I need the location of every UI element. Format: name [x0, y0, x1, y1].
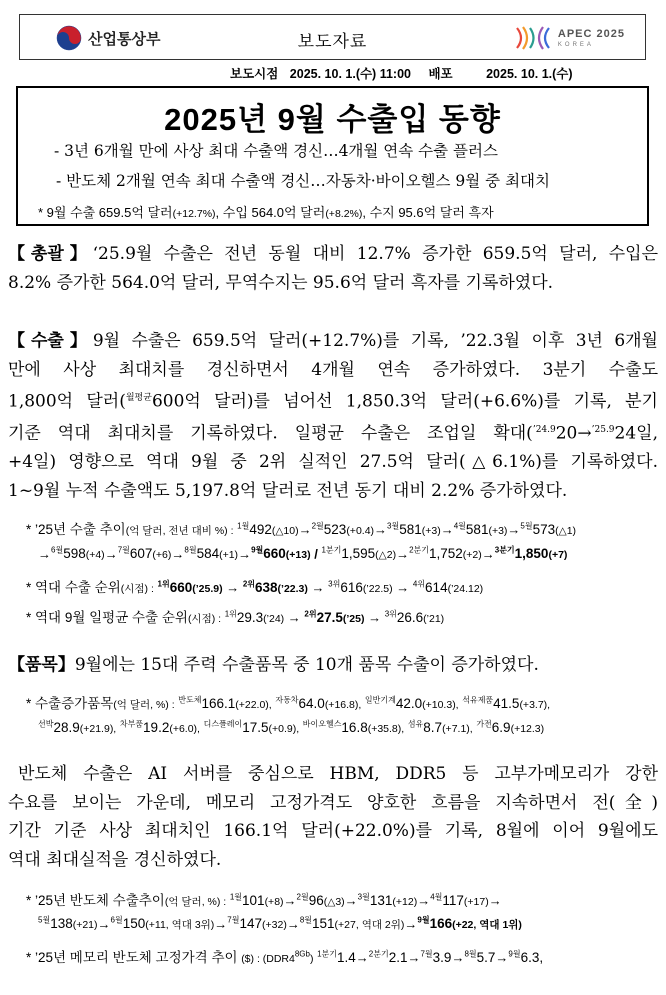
value-note: (’25) — [342, 613, 365, 625]
value-label: 3월 — [357, 892, 370, 902]
value-number: 131 — [369, 893, 393, 908]
release-info — [230, 64, 581, 82]
value-number: 6.9 — [491, 720, 511, 736]
value-label: 2분기 — [409, 546, 429, 555]
value-item — [184, 546, 238, 561]
value-note: (+7) — [548, 549, 568, 562]
bullet-label: * ’25년 반도체 수출추이 — [26, 893, 165, 908]
semi-trend-bullet-line2 — [38, 915, 522, 932]
arrow-icon: → — [344, 893, 358, 908]
semi-line: 반도체 수출은 AI 서버를 중심으로 HBM, DDR5 등 고부가메모리가 강한 — [18, 764, 658, 784]
value-note: (’24.12) — [447, 583, 484, 595]
headline-summary — [38, 202, 494, 221]
apec-subtitle: KOREA — [557, 41, 594, 48]
arrow-icon: → — [440, 522, 454, 537]
items-paragraph — [8, 651, 658, 680]
items-tag: 【품목】 — [8, 655, 75, 674]
value-label: 3월 — [387, 521, 400, 531]
value-item — [38, 916, 98, 931]
value-label: 3분기 — [494, 546, 515, 555]
export-rank-bullet — [26, 576, 483, 596]
bullet-label: * 역대 수출 순위 — [26, 580, 121, 595]
value-item — [120, 720, 200, 735]
apec-logo — [513, 24, 625, 52]
arrow-icon: → — [488, 893, 502, 908]
bullet-label: * ’25년 수출 추이 — [26, 522, 126, 537]
document-header — [19, 14, 646, 60]
value-label: 선박 — [38, 720, 54, 729]
value-number: 660 — [263, 546, 286, 562]
value-number: 117 — [442, 893, 464, 908]
value-number: 523 — [323, 522, 347, 537]
value-item — [369, 950, 408, 965]
value-note: (△1) — [555, 525, 577, 537]
value-item — [520, 522, 576, 537]
value-label: 7월 — [420, 949, 433, 959]
value-item — [300, 916, 405, 931]
value-note: (+1) — [219, 549, 239, 562]
value-label: 2분기 — [368, 949, 389, 959]
semi-trend-bullet — [26, 889, 502, 909]
value-note: (+0.9), — [268, 723, 300, 736]
value-number: 1.4 — [337, 950, 356, 965]
value-note: (+3) — [421, 525, 441, 537]
value-note: (+12.3) — [510, 723, 545, 736]
value-item — [454, 522, 508, 537]
arrow-icon: → — [451, 950, 465, 965]
value-item — [409, 546, 482, 561]
subtitle-2: - 반도체 2개월 연속 최대 수출액 경신…자동차·바이오헬스 9월 중 최대치 — [56, 172, 551, 190]
arrow-icon: → — [238, 546, 252, 562]
export-line: +4일) 영향으로 역대 9월 중 2위 실적인 27.5억 달러(△6.1%)를 기록하였다. — [8, 452, 658, 473]
value-item — [495, 546, 568, 561]
apec-title: APEC 2025 — [557, 27, 625, 40]
headline-box — [16, 86, 649, 226]
value-number: 41.5 — [493, 696, 520, 711]
value-note: (+6.0), — [169, 723, 200, 736]
value-number: 16.8 — [341, 720, 368, 736]
value-note: (+35.8), — [367, 723, 405, 736]
value-item — [321, 546, 396, 561]
value-item — [158, 580, 223, 595]
export-daily-bullet — [26, 606, 444, 626]
value-note: (’25.9) — [192, 583, 223, 595]
value-number: 573 — [532, 522, 556, 537]
value-note: (+13) — [285, 549, 311, 562]
value-label: 디스플레이 — [203, 720, 243, 729]
value-note: (+10.3), — [422, 699, 459, 711]
summary-paragraph — [8, 240, 658, 297]
value-label: 7월 — [227, 916, 240, 925]
value-number: 29.3 — [236, 610, 264, 625]
value-number: 607 — [129, 546, 153, 562]
arrow-icon: → — [171, 546, 185, 562]
value-item — [118, 546, 172, 561]
value-note: (+22, 역대 1위) — [452, 919, 522, 932]
value-label: 9월 — [417, 916, 430, 925]
value-label: 1분기 — [321, 546, 342, 555]
items-line: 9월에는 15대 주력 수출품목 중 10개 품목 수출이 증가하였다. — [74, 655, 539, 675]
value-label: 3위 — [328, 579, 341, 589]
arrow-icon: → — [298, 522, 312, 537]
value-label: 5월 — [38, 916, 51, 925]
arrow-icon: → — [286, 916, 300, 932]
value-number: 28.9 — [53, 720, 80, 736]
subtitle-1: - 3년 6개월 만에 사상 최대 수출액 경신…4개월 연속 수출 플러스 — [54, 142, 498, 160]
value-item — [476, 720, 544, 735]
memory-price-bullet — [26, 946, 543, 966]
value-item — [430, 893, 489, 908]
value-number: 8.7 — [423, 720, 443, 736]
value-note: (+0.4) — [346, 525, 375, 537]
arrow-icon: → — [417, 893, 431, 908]
value-number: 19.2 — [143, 720, 170, 736]
arrow-icon: → — [364, 610, 385, 625]
value-number: 2.1 — [388, 950, 408, 965]
value-number: 17.5 — [242, 720, 269, 736]
value-label: 차부품 — [119, 720, 144, 729]
value-label: 2위 — [242, 579, 256, 589]
export-line: 20→ — [555, 423, 592, 444]
value-number: 166.1 — [201, 696, 236, 711]
value-number: 660 — [169, 580, 193, 595]
value-label: 4월 — [430, 892, 443, 902]
value-number: 166 — [429, 916, 453, 932]
value-number: 581 — [465, 522, 489, 537]
distribution-date: 2025. 10. 1.(수) — [486, 67, 573, 81]
items-bullet — [26, 692, 550, 712]
value-item — [312, 522, 374, 537]
value-label: 바이오헬스 — [302, 720, 342, 729]
export-trend-bullet-line2: →$^{6월}$598(+4)→$^{7월}$607(+6)→$^{8월}$584(+1)→$^{9월}$660(+13) / $^{1분기}$1,595(△2)→$^{2분기}$1,752(+2)→$^{3분기}$1,850(+7) — [38, 546, 568, 562]
value-label: 8월 — [464, 949, 477, 959]
value-label: 8월 — [184, 546, 197, 555]
value-number: 1,850 — [514, 546, 549, 562]
value-item — [358, 893, 418, 908]
summary-tag: 【총괄】 — [8, 244, 93, 263]
arrow-icon: → — [374, 522, 388, 537]
arrow-icon: → — [507, 522, 521, 537]
value-item — [304, 610, 364, 625]
value-item — [417, 916, 522, 931]
value-label: 반도체 — [178, 695, 202, 705]
summary-line: ‘25.9월 수출은 전년 동월 대비 12.7% 증가한 659.5억 달러, 수입은 — [92, 244, 658, 264]
bullet-label: * 역대 9월 일평균 수출 순위 — [26, 610, 188, 625]
value-label: 4위 — [412, 579, 426, 589]
value-label: 1월 — [237, 521, 250, 531]
value-note: (’21) — [423, 613, 445, 625]
value-note: (+6) — [152, 549, 172, 562]
value-note: (+21.9), — [79, 723, 117, 736]
value-item — [387, 522, 441, 537]
value-note: (+2) — [462, 549, 482, 562]
value-label: 1월 — [229, 892, 243, 902]
value-label: 1위 — [157, 579, 170, 589]
value-item — [111, 916, 215, 931]
value-item — [230, 893, 284, 908]
value-number: 584 — [196, 546, 220, 562]
value-label: 1분기 — [317, 949, 338, 959]
value-label: 2위 — [304, 609, 317, 619]
bullet-unit: (시점) : — [120, 583, 154, 595]
value-label: 일반기계 — [364, 695, 396, 705]
value-label: 2월 — [311, 521, 324, 531]
value-number: 26.6 — [396, 610, 424, 625]
value-label: 6월 — [110, 916, 123, 925]
value-number: 138 — [50, 916, 73, 932]
value-label: 5월 — [520, 521, 533, 531]
value-note: (+21) — [72, 919, 98, 932]
export-sup: ’25.9 — [591, 425, 615, 436]
export-line: 9월 수출은 659.5억 달러(+12.7%)를 기록, ’22.3월 이후 3년 6개월 — [92, 331, 658, 351]
bullet-unit: (억 달러, 전년 대비 %) : — [125, 525, 234, 537]
distribution-label: 배포 — [428, 67, 453, 81]
arrow-icon: → — [283, 893, 297, 908]
value-number: 598 — [63, 546, 86, 562]
export-tag: 【수출】 — [8, 331, 93, 350]
value-note: (+27, 역대 2위) — [334, 919, 405, 932]
value-item — [385, 610, 444, 625]
value-item — [328, 580, 392, 595]
value-label: 섬유 — [407, 720, 424, 729]
value-number: 638 — [255, 580, 278, 595]
value-note: (+4) — [85, 549, 105, 562]
semi-line: 수요를 보이는 가운데, 메모리 고정가격도 양호한 흐름을 지속하면서 전(全) — [8, 792, 658, 813]
value-number: 6.3, — [520, 950, 544, 965]
arrow-icon: → — [214, 916, 228, 932]
summary-import-rate: (+8.2%) — [325, 208, 363, 220]
value-label: 가전 — [476, 720, 492, 729]
summary-export-rate: (+12.7%) — [172, 208, 216, 220]
value-number: 614 — [425, 580, 448, 595]
export-line: 24일, — [614, 423, 658, 444]
arrow-icon: → — [495, 950, 509, 965]
export-trend-bullet — [26, 518, 576, 538]
summary-line: 8.2% 증가한 564.0억 달러, 무역수지는 95.6억 달러 흑자를 기록하였다. — [8, 272, 554, 293]
value-item — [275, 696, 361, 711]
value-item — [178, 696, 271, 711]
value-item — [225, 610, 284, 625]
value-item — [297, 893, 345, 908]
arrow-icon: → — [104, 546, 118, 562]
value-item — [464, 950, 495, 965]
value-number: 150 — [122, 916, 146, 932]
value-number: 96 — [308, 893, 324, 908]
arrow-icon: → — [284, 610, 305, 625]
value-item — [51, 546, 105, 561]
value-note: (+8) — [264, 896, 284, 908]
value-number: 1,595 — [341, 546, 376, 562]
value-number: 616 — [340, 580, 363, 595]
value-item — [365, 696, 459, 711]
items-bullet-line2 — [38, 719, 544, 735]
export-sup: 월평균 — [125, 393, 152, 403]
apec-emblem-icon — [513, 24, 553, 52]
value-item — [251, 546, 311, 561]
ministry-name: 산업통상부 — [88, 30, 161, 48]
arrow-icon: → — [481, 546, 495, 562]
arrow-icon: → — [396, 546, 410, 562]
value-item — [243, 580, 308, 595]
value-note: (’22.5) — [362, 583, 393, 595]
export-line: 1,800억 달러( — [8, 391, 126, 412]
value-note: (△10) — [271, 525, 299, 537]
arrow-icon: → — [97, 916, 111, 932]
release-time: 2025. 10. 1.(수) 11:00 — [289, 67, 411, 81]
bullet-unit: ($) : (DDR4 — [241, 953, 295, 965]
value-note: (+32) — [262, 919, 287, 932]
value-item — [317, 950, 356, 965]
value-number: 581 — [399, 522, 422, 537]
arrow-icon: → — [404, 916, 418, 932]
value-note: (△3) — [323, 896, 345, 908]
value-label: 1위 — [224, 609, 237, 619]
arrow-icon: → — [407, 950, 421, 965]
value-label: 8월 — [299, 916, 313, 925]
value-label: 3위 — [384, 609, 397, 619]
value-note: (+17) — [463, 896, 489, 908]
value-note: (’22.3) — [277, 583, 308, 595]
value-number: 27.5 — [316, 610, 343, 625]
semi-line: 기간 기준 사상 최대치인 166.1억 달러(+22.0%)를 기록, 8월에 이어 9월에도 — [8, 821, 658, 841]
value-number: 151 — [312, 916, 335, 932]
value-number: 101 — [242, 893, 265, 908]
bullet-label: * 수출증가품목 — [26, 696, 114, 711]
bullet-unit: (시점) : — [187, 613, 222, 625]
bullet-unit: (억 달러, %) : — [164, 896, 227, 908]
value-note: (+3.7), — [519, 699, 551, 711]
summary-balance: , 수지 95.6억 달러 흑자 — [362, 205, 494, 220]
value-item — [303, 720, 404, 735]
value-note: (△2) — [375, 549, 397, 562]
arrow-icon: → — [392, 580, 413, 595]
value-number: 492 — [249, 522, 272, 537]
value-number: 5.7 — [476, 950, 496, 965]
value-item — [204, 720, 300, 735]
summary-import: , 수입 564.0억 달러 — [215, 205, 326, 220]
summary-export: * 9월 수출 659.5억 달러 — [38, 205, 173, 220]
bullet-unit: (억 달러, %) : — [113, 699, 175, 711]
value-note: (+22.0), — [235, 699, 272, 711]
press-release-label: 보도자료 — [297, 32, 368, 51]
value-number: 64.0 — [298, 696, 325, 711]
value-label: 2월 — [296, 892, 309, 902]
value-label: 9월 — [508, 949, 521, 959]
value-note: (+3) — [488, 525, 508, 537]
value-number: 147 — [239, 916, 263, 932]
value-note: (+7.1), — [442, 723, 473, 736]
value-label: 6월 — [51, 546, 64, 555]
value-item — [237, 522, 298, 537]
value-item — [420, 950, 451, 965]
export-line: 만에 사상 최대치를 경신하면서 4개월 연속 증가하였다. 3분기 수출도 — [8, 359, 658, 380]
arrow-icon: → — [222, 580, 243, 595]
bullet-unit-sup: 8Gb — [294, 949, 310, 959]
bullet-unit: ) — [309, 953, 314, 965]
export-sup: ’24.9 — [532, 425, 556, 436]
release-time-label: 보도시점 — [230, 67, 279, 81]
value-note: (+11, 역대 3위) — [145, 919, 215, 932]
value-label: 자동차 — [275, 695, 299, 705]
export-line: 1~9월 누적 수출액도 5,197.8억 달러로 전년 동기 대비 2.2% 증가하였다. — [8, 480, 568, 501]
value-item — [462, 696, 550, 711]
value-label: 석유제품 — [462, 695, 494, 705]
export-paragraph — [8, 327, 658, 505]
arrow-icon: → — [355, 950, 369, 965]
value-number: 3.9 — [432, 950, 452, 965]
value-label: 9월 — [251, 546, 264, 555]
value-note: (+12) — [392, 896, 418, 908]
value-label: 7월 — [117, 546, 130, 555]
value-item — [408, 720, 473, 735]
arrow-icon: → — [307, 580, 329, 595]
semiconductor-paragraph — [8, 760, 658, 874]
value-note: (+16.8), — [324, 699, 362, 711]
export-line: 600억 달러)를 넘어선 1,850.3억 달러(+6.6%)를 기록, 분기 — [151, 391, 658, 412]
value-item — [508, 950, 543, 965]
value-number: 42.0 — [395, 696, 423, 711]
value-item — [413, 580, 483, 595]
value-label: 4월 — [453, 521, 466, 531]
export-line: 기준 역대 최대치를 기록하였다. 일평균 수출은 조업일 확대( — [8, 423, 533, 444]
page-title: 2025년 9월 수출입 동향 — [164, 102, 501, 137]
value-number: 1,752 — [428, 546, 463, 562]
semi-line: 역대 최대실적을 경신하였다. — [8, 849, 222, 870]
value-item — [227, 916, 287, 931]
value-item — [38, 720, 116, 735]
value-note: (’24) — [263, 613, 285, 625]
bullet-label: * ’25년 메모리 반도체 고정가격 추이 — [26, 950, 238, 965]
